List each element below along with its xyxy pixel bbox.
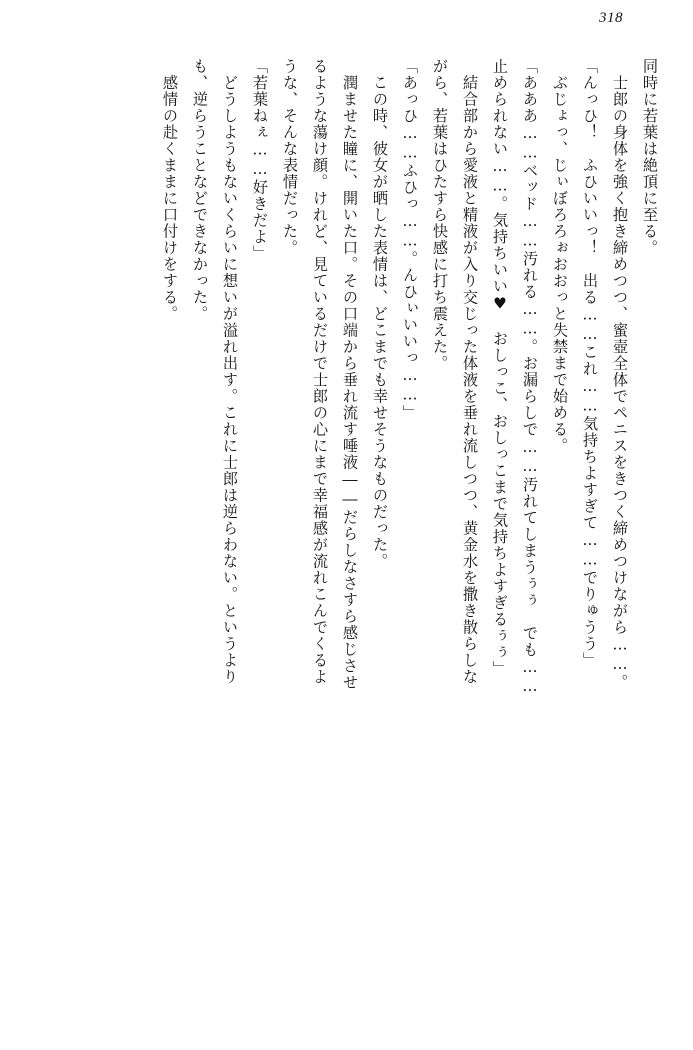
text-column: この時、彼女が晒した表情は、どこまでも幸せそうなものだった。 (371, 58, 389, 570)
text-column: 潤ませた瞳に、開いた口。その口端から垂れ流す唾液――だらしなさすら感じさせ (341, 58, 359, 691)
text-column: がら、若葉はひたすら快感に打ち震えた。 (431, 58, 449, 372)
text-column: 「んっひ！ ふひいいっ！ 出る……これ……気持ちよすぎて……でりゅうう」 (581, 58, 599, 669)
text-column: ぶじょっ、じぃぼろろぉおおっと失禁まで始める。 (551, 58, 569, 454)
text-column: 「若葉ねぇ……好きだよ」 (251, 58, 269, 262)
page-number: 318 (599, 10, 623, 26)
text-column: 同時に若葉は絶頂に至る。 (641, 58, 659, 256)
text-column: 結合部から愛液と精液が入り交じった体液を垂れ流しつつ、黄金水を撒き散らしな (461, 58, 479, 685)
text-column: 止められない……。気持ちいい♥ おしっこ、おしっこまで気持ちよすぎるぅぅ」 (491, 58, 509, 677)
text-column: 感情の赴くままに口付けをする。 (161, 58, 179, 322)
text-column: うな、そんな表情だった。 (281, 58, 299, 256)
text-column: 士郎の身体を強く抱き締めつつ、蜜壺全体でペニスをきつく締めつけながら……。 (611, 58, 629, 691)
text-column: 「あっひ……ふひっ……。んひぃいいっ……」 (401, 58, 419, 422)
text-column: も、逆らうことなどできなかった。 (191, 58, 209, 322)
text-column: るような蕩け顔。けれど、見ているだけで士郎の心にまで幸福感が流れこんでくるよ (311, 58, 329, 685)
text-column: 「あああ……ベッド……汚れる……。お漏らしで……汚れてしまうぅぅ でも…… (521, 58, 539, 697)
vertical-text-body (36, 58, 657, 1008)
text-column: どうしようもないくらいに想いが溢れ出す。これに士郎は逆らわない。というより (221, 58, 239, 685)
